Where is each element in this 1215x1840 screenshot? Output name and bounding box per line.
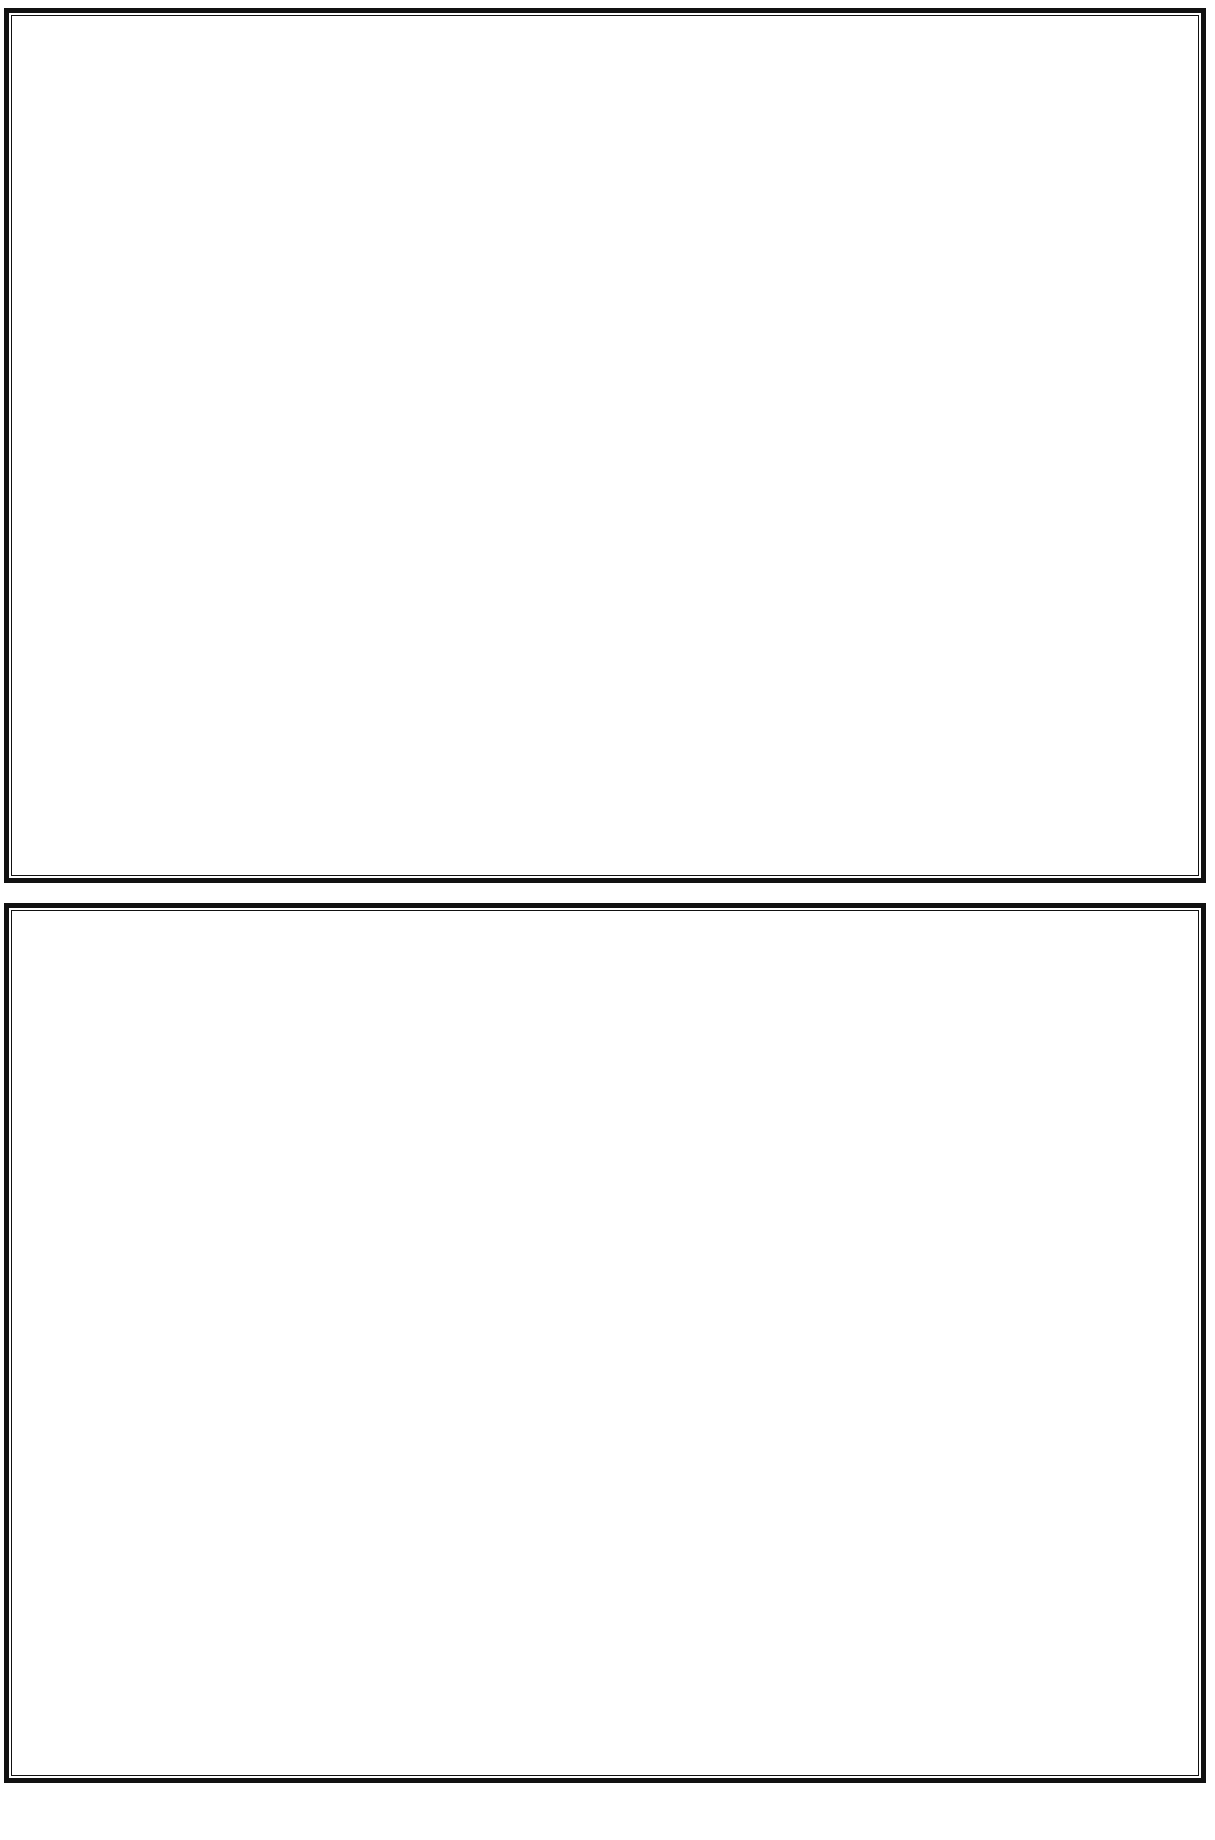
upper-page-panel [4, 8, 1206, 883]
lower-page-panel [4, 903, 1206, 1783]
